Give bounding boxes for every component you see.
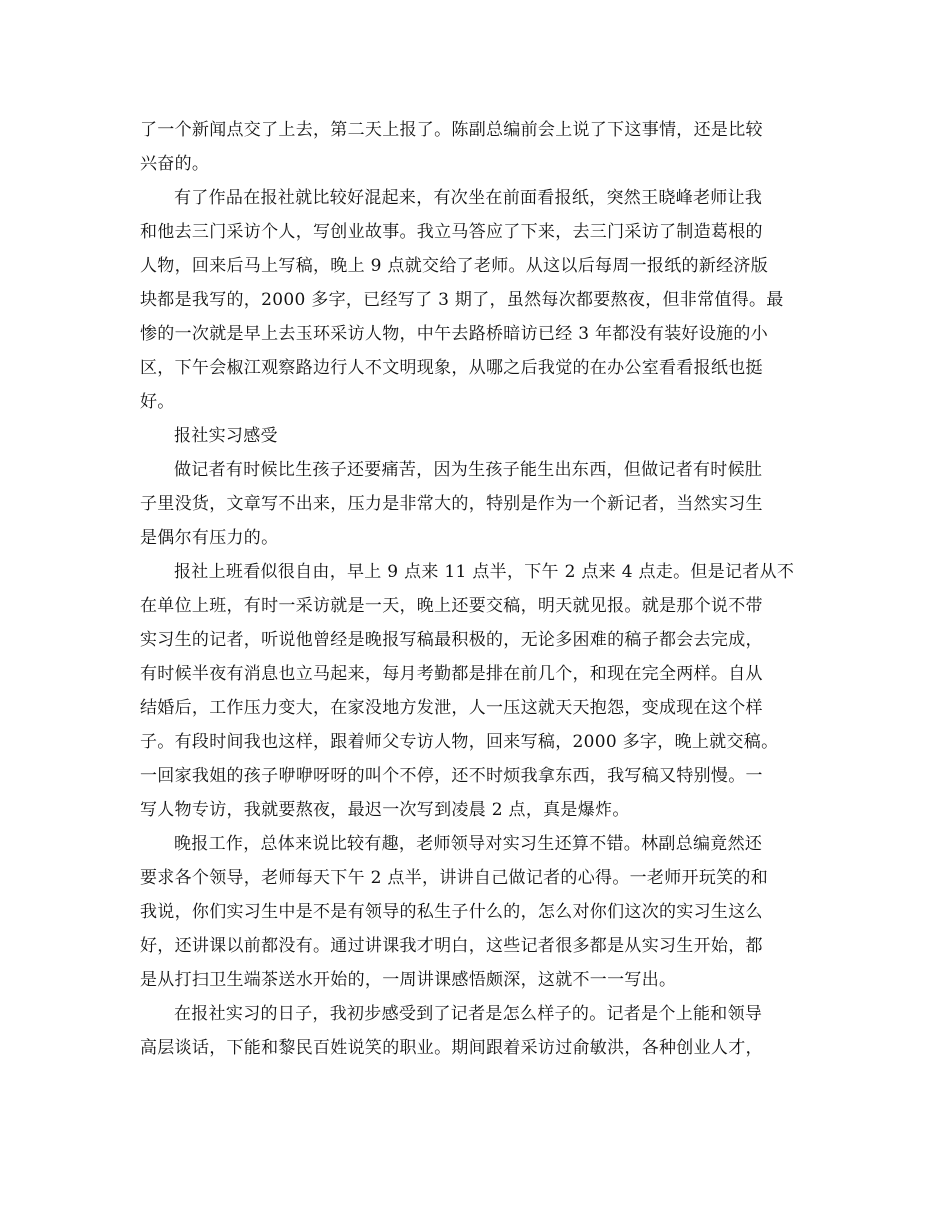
text-line: 人物，回来后马上写稿，晚上 9 点就交给了老师。从这以后每周一报纸的新经济版 [140,256,769,276]
text-line: 惨的一次就是早上去玉环采访人物，中午去路桥暗访已经 3 年都没有装好设施的小 [140,324,769,344]
text-line: 区，下午会椒江观察路边行人不文明现象，从哪之后我觉的在办公室看看报纸也挺 [140,358,763,378]
text-line: 子。有段时间我也这样，跟着师父专访人物，回来写稿，2000 多字，晚上就交稿。 [140,732,779,752]
text-line: 有时候半夜有消息也立马起来，每月考勤都是排在前几个，和现在完全两样。自从 [140,664,763,684]
text-line: 有了作品在报社就比较好混起来，有次坐在前面看报纸，突然王晓峰老师让我 [174,188,763,208]
text-line: 结婚后，工作压力变大，在家没地方发泄，人一压这就天天抱怨，变成现在这个样 [140,698,763,718]
text-line: 实习生的记者，听说他曾经是晚报写稿最积极的，无论多困难的稿子都会去完成， [140,630,763,650]
text-line: 是从打扫卫生端茶送水开始的，一周讲课感悟颇深，这就不一一写出。 [140,970,677,990]
text-line: 报社实习感受 [174,426,278,446]
text-line: 要求各个领导，老师每天下午 2 点半，讲讲自己做记者的心得。一老师开玩笑的和 [140,868,769,888]
text-line: 块都是我写的，2000 多字，已经写了 3 期了，虽然每次都要熬夜，但非常值得。最 [140,290,784,310]
text-line: 我说，你们实习生中是不是有领导的私生子什么的，怎么对你们这次的实习生这么 [140,902,763,922]
text-line: 好。 [140,392,175,412]
text-line: 在报社实习的日子，我初步感受到了记者是怎么样子的。记者是个上能和领导 [174,1004,763,1024]
text-line: 一回家我姐的孩子咿咿呀呀的叫个不停，还不时烦我拿东西，我写稿又特别慢。一 [140,766,763,786]
text-line: 报社上班看似很自由，早上 9 点来 11 点半，下午 2 点来 4 点走。但是记者从不 [174,562,795,582]
text-line: 是偶尔有压力的。 [140,528,279,548]
text-line: 写人物专访，我就要熬夜，最迟一次写到凌晨 2 点，真是爆炸。 [140,800,630,820]
document-body [140,113,830,1065]
text-line: 子里没货，文章写不出来，压力是非常大的，特别是作为一个新记者，当然实习生 [140,494,763,514]
text-line: 和他去三门采访个人，写创业故事。我立马答应了下来，去三门采访了制造葛根的 [140,222,763,242]
text-line: 兴奋的。 [140,154,210,174]
text-line: 高层谈话，下能和黎民百姓说笑的职业。期间跟着采访过俞敏洪，各种创业人才， [140,1038,763,1058]
text-line: 好，还讲课以前都没有。通过讲课我才明白，这些记者很多都是从实习生开始，都 [140,936,763,956]
text-line: 了一个新闻点交了上去，第二天上报了。陈副总编前会上说了下这事情，还是比较 [140,120,763,140]
text-line: 做记者有时候比生孩子还要痛苦，因为生孩子能生出东西，但做记者有时候肚 [174,460,763,480]
text-line: 在单位上班，有时一采访就是一天，晚上还要交稿，明天就见报。就是那个说不带 [140,596,763,616]
text-line: 晚报工作，总体来说比较有趣，老师领导对实习生还算不错。林副总编竟然还 [174,834,763,854]
